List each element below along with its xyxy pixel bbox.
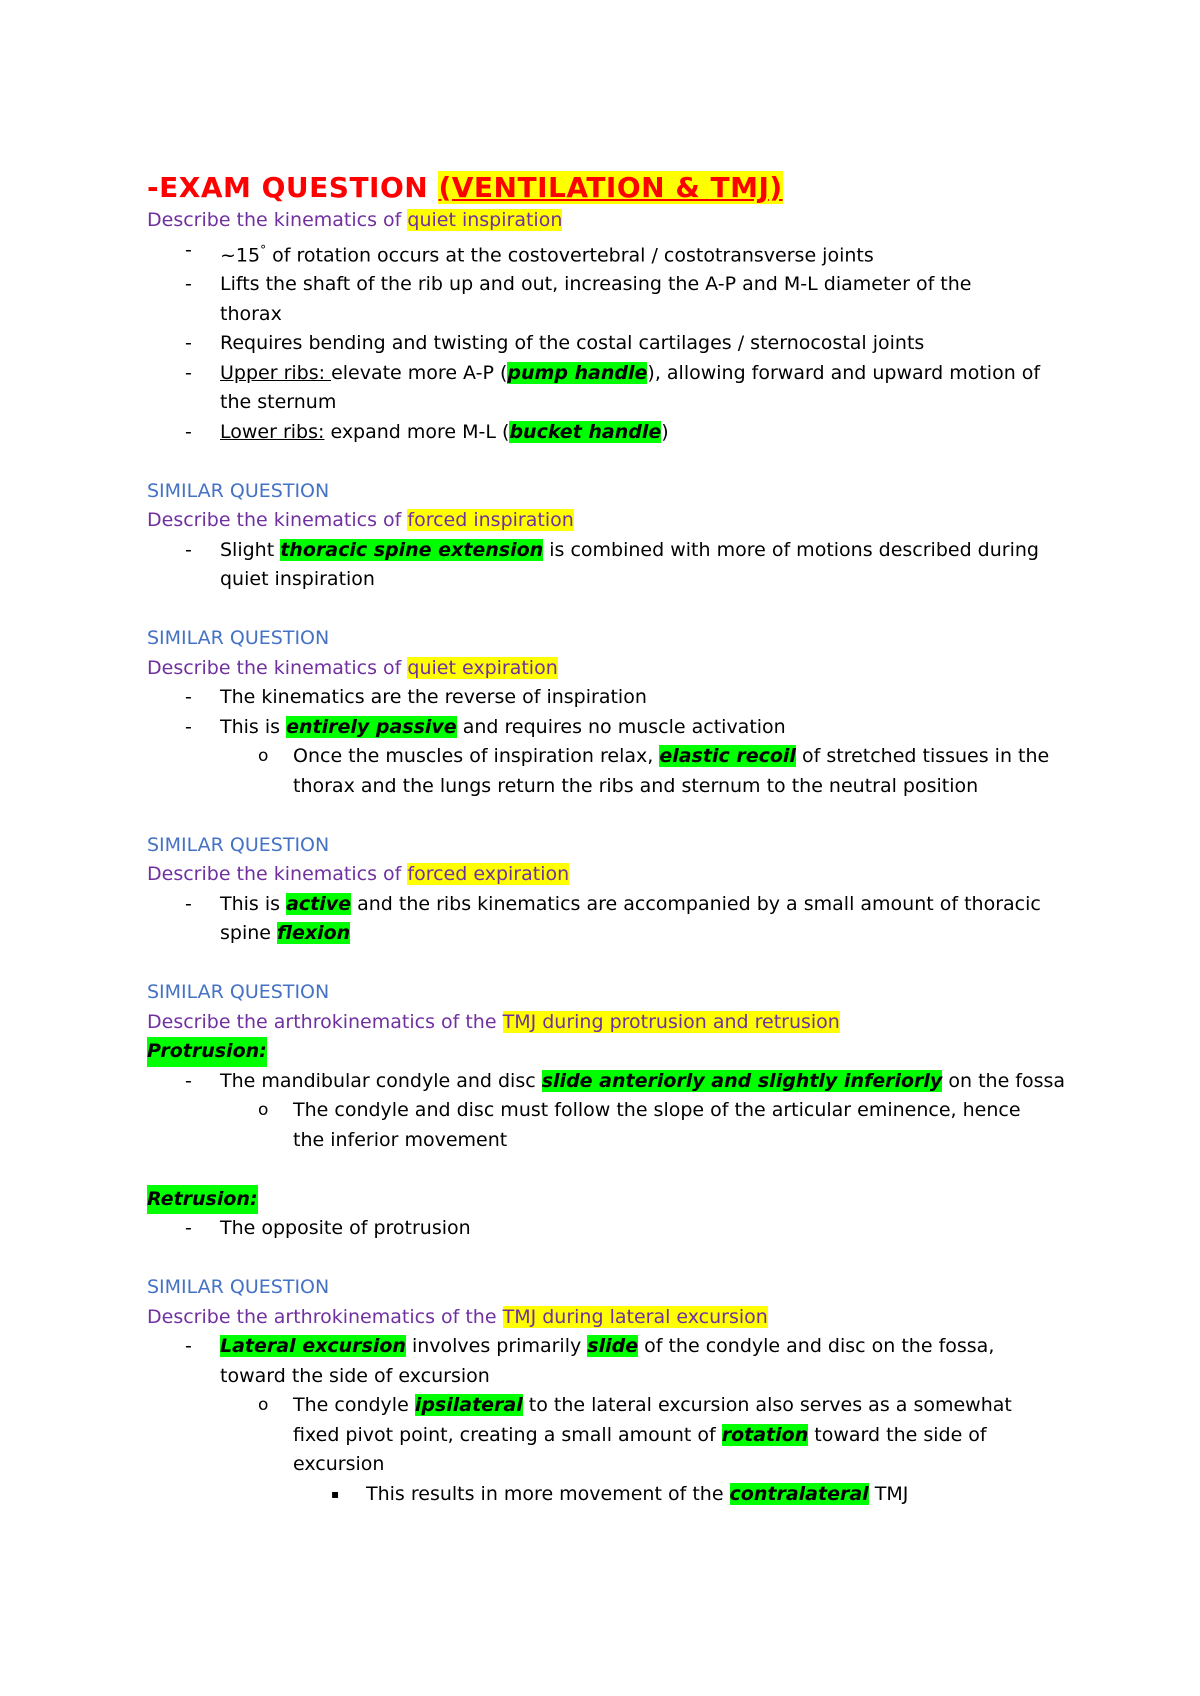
item-text: and requires no muscle activation: [456, 715, 786, 738]
similar-question-heading: SIMILAR QUESTION: [147, 833, 330, 856]
sub-sub-list-item: [147, 1480, 1087, 1510]
item-text: Lifts the shaft of the rib up and out, increasing the A-P and M-L diameter of the: [220, 273, 972, 296]
item-text: The kinematics are the reverse of inspiration: [220, 686, 647, 709]
question-text: Describe the kinematics of: [147, 863, 408, 886]
item-label: Lower ribs:: [220, 420, 325, 443]
question-highlight: forced expiration: [407, 863, 570, 886]
item-text: The condyle and disc must follow the slope of the articular eminence, hence: [293, 1099, 1021, 1122]
item-text: TMJ: [868, 1482, 909, 1505]
similar-question-heading: SIMILAR QUESTION: [147, 1276, 330, 1299]
dash-bullet: -: [185, 892, 192, 915]
dash-bullet: -: [185, 332, 192, 355]
item-text: toward the side of excursion: [220, 1364, 490, 1387]
item-text: ~15: [220, 243, 261, 266]
question-forced-expiration: [147, 860, 1087, 890]
spacer: [147, 949, 1087, 979]
protrusion-label-line: [147, 1037, 1087, 1067]
list-item: [147, 418, 1087, 448]
question-text: Describe the kinematics of: [147, 209, 408, 231]
highlight-term: Lateral excursion: [220, 1335, 406, 1358]
item-text: This results in more movement of the: [366, 1482, 730, 1505]
list-item-continuation: [147, 1362, 1087, 1392]
spacer: [147, 447, 1087, 477]
item-label: Upper ribs:: [220, 361, 332, 384]
item-text: on the fossa: [942, 1069, 1066, 1092]
list-item: [147, 270, 1087, 300]
sub-list-item-continuation: [147, 1421, 1087, 1451]
question-highlight: forced inspiration: [407, 509, 574, 532]
dash-bullet: -: [185, 715, 192, 738]
highlight-term: slide: [587, 1335, 639, 1358]
document-content: [147, 170, 1087, 1509]
item-text: of stretched tissues in the: [795, 745, 1050, 768]
spacer: [147, 801, 1087, 831]
highlight-term: entirely passive: [286, 715, 457, 738]
item-text: involves primarily: [405, 1335, 588, 1358]
list-item-continuation: [147, 565, 1087, 595]
sub-list-item: [147, 1096, 1087, 1126]
title-topic: (VENTILATION & TMJ): [438, 171, 783, 204]
sub-list-item-continuation: [147, 1126, 1087, 1156]
highlight-term: bucket handle: [509, 420, 662, 443]
list-item-continuation: [147, 300, 1087, 330]
dash-bullet: -: [185, 420, 192, 443]
item-text: is combined with more of motions described during: [543, 538, 1039, 561]
highlight-term: rotation: [721, 1423, 809, 1446]
item-text: The condyle: [293, 1394, 415, 1417]
question-text: Describe the kinematics of: [147, 509, 408, 532]
document-title: [147, 170, 1087, 206]
item-text: toward the side of: [808, 1423, 987, 1446]
question-text: Describe the arthrokinematics of the: [147, 1010, 503, 1033]
question-forced-inspiration: [147, 506, 1087, 536]
list-item: [147, 1214, 1087, 1244]
highlight-term: elastic recoil: [659, 745, 796, 768]
question-highlight: TMJ during lateral excursion: [502, 1305, 768, 1328]
question-text: Describe the kinematics of: [147, 656, 408, 679]
list-item: [147, 1067, 1087, 1097]
question-quiet-inspiration: [147, 206, 1087, 236]
item-text: spine: [220, 922, 278, 945]
question-tmj-protrusion-retrusion: [147, 1008, 1087, 1038]
list-item: [147, 713, 1087, 743]
highlight-term: active: [286, 892, 352, 915]
question-highlight: TMJ during protrusion and retrusion: [502, 1010, 840, 1033]
highlight-term: contralateral: [729, 1482, 869, 1505]
spacer: [147, 1244, 1087, 1274]
item-text: elevate more A-P (: [331, 361, 508, 384]
item-text: the inferior movement: [293, 1128, 508, 1151]
list-item-continuation: [147, 388, 1087, 418]
item-text: The opposite of protrusion: [220, 1217, 471, 1240]
highlight-term: thoracic spine extension: [280, 538, 544, 561]
item-text: of the condyle and disc on the fossa,: [638, 1335, 995, 1358]
circle-bullet: o: [258, 1395, 269, 1416]
dash-bullet: -: [185, 238, 192, 261]
item-text: the sternum: [220, 391, 337, 414]
sub-list-item-continuation: [147, 1450, 1087, 1480]
item-text: thorax: [220, 302, 282, 325]
question-quiet-expiration: [147, 654, 1087, 684]
question-highlight: quiet inspiration: [407, 209, 563, 231]
highlight-term: pump handle: [507, 361, 648, 384]
item-text: ), allowing forward and upward motion of: [647, 361, 1041, 384]
item-text: quiet inspiration: [220, 568, 375, 591]
item-text: expand more M-L (: [324, 420, 510, 443]
item-text: Slight: [220, 538, 281, 561]
retrusion-label-line: [147, 1185, 1087, 1215]
item-text: Requires bending and twisting of the costal cartilages / sternocostal joints: [220, 332, 925, 355]
list-item: [147, 683, 1087, 713]
circle-bullet: o: [258, 746, 269, 767]
highlight-term: flexion: [277, 922, 351, 945]
circle-bullet: o: [258, 1100, 269, 1121]
highlight-term: ipsilateral: [414, 1394, 523, 1417]
list-item: [147, 1332, 1087, 1362]
dash-bullet: -: [185, 1069, 192, 1092]
degree-symbol: °: [260, 242, 267, 257]
item-text: excursion: [293, 1453, 385, 1476]
spacer: [147, 1155, 1087, 1185]
item-text: The mandibular condyle and disc: [220, 1069, 542, 1092]
dash-bullet: -: [185, 1217, 192, 1240]
sub-list-item: [147, 1391, 1087, 1421]
list-item: [147, 359, 1087, 389]
item-text: This is: [220, 892, 287, 915]
question-text: Describe the arthrokinematics of the: [147, 1305, 503, 1328]
item-text: fixed pivot point, creating a small amount of: [293, 1423, 722, 1446]
highlight-term: slide anteriorly and slightly inferiorly: [541, 1069, 943, 1092]
square-bullet: ▪: [331, 1486, 340, 1501]
sub-list-item-continuation: [147, 772, 1087, 802]
list-item: [147, 890, 1087, 920]
item-text: ): [661, 420, 669, 443]
list-item-continuation: [147, 919, 1087, 949]
similar-question-heading: SIMILAR QUESTION: [147, 627, 330, 650]
retrusion-label: Retrusion:: [147, 1185, 258, 1215]
list-item: [147, 329, 1087, 359]
item-text: This is: [220, 715, 287, 738]
item-text: to the lateral excursion also serves as a somewhat: [522, 1394, 1012, 1417]
title-exam-question: -EXAM QUESTION: [147, 171, 439, 204]
similar-question-heading: SIMILAR QUESTION: [147, 479, 330, 502]
list-item: [147, 236, 1087, 271]
similar-question-heading: SIMILAR QUESTION: [147, 981, 330, 1004]
dash-bullet: -: [185, 538, 192, 561]
question-highlight: quiet expiration: [407, 656, 558, 679]
item-text: and the ribs kinematics are accompanied by a small amount of thoracic: [351, 892, 1041, 915]
list-item: [147, 536, 1087, 566]
dash-bullet: -: [185, 273, 192, 296]
sub-list-item: [147, 742, 1087, 772]
item-text: thorax and the lungs return the ribs and sternum to the neutral position: [293, 774, 979, 797]
dash-bullet: -: [185, 686, 192, 709]
dash-bullet: -: [185, 361, 192, 384]
spacer: [147, 595, 1087, 625]
protrusion-label: Protrusion:: [147, 1037, 267, 1067]
item-text: of rotation occurs at the costovertebral / costotransverse joints: [266, 243, 874, 266]
question-tmj-lateral-excursion: [147, 1303, 1087, 1333]
dash-bullet: -: [185, 1335, 192, 1358]
item-text: Once the muscles of inspiration relax,: [293, 745, 660, 768]
